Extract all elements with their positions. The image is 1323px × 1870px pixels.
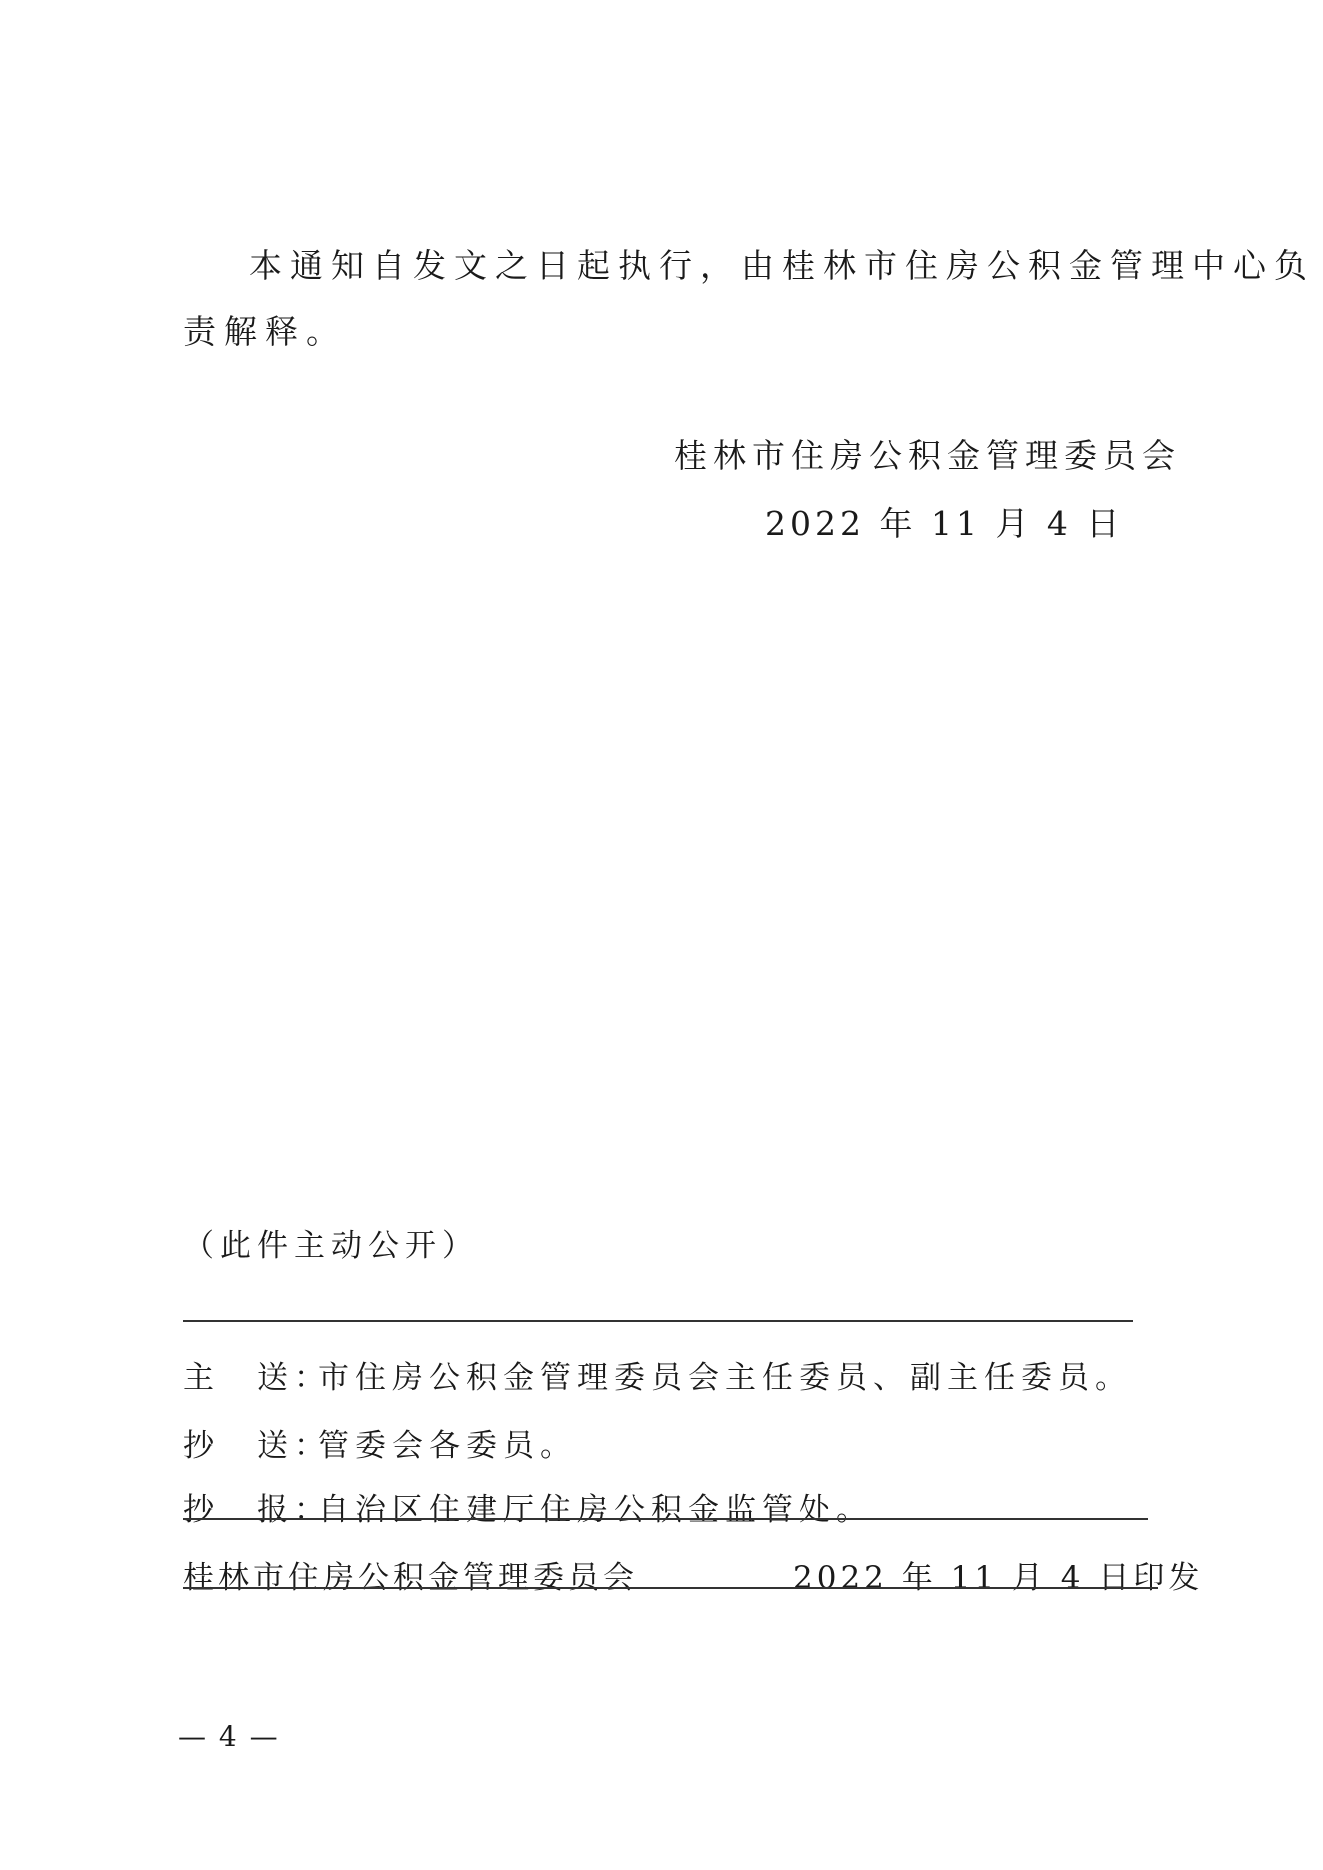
paragraph-line: 责解释。 [183, 312, 347, 351]
main-send-label: 主 送： [183, 1360, 331, 1396]
copy-send-label: 抄 送： [183, 1428, 331, 1464]
issuing-organization: 桂林市住房公积金管理委员会 [183, 1560, 638, 1596]
copy-report-label: 抄 报： [183, 1492, 331, 1528]
signature-organization: 桂林市住房公积金管理委员会 [674, 436, 1181, 475]
disclosure-note: （此件主动公开） [183, 1228, 479, 1264]
closing-paragraph [183, 233, 1315, 365]
divider-line [183, 1320, 1133, 1322]
copy-report-recipients: 自治区住建厅住房公积金监管处。 [318, 1492, 873, 1528]
main-send-row [183, 1352, 1132, 1397]
copy-send-recipients: 管委会各委员。 [318, 1428, 577, 1464]
signature-date: 2022 年 11 月 4 日 [765, 504, 1124, 543]
copy-send-row [183, 1420, 577, 1465]
divider-line [183, 1518, 1148, 1520]
copy-report-row [183, 1484, 873, 1529]
paragraph-line: 本通知自发文之日起执行，由桂林市住房公积金管理中心负 [249, 246, 1315, 285]
divider-line [183, 1587, 1158, 1589]
main-send-recipients: 市住房公积金管理委员会主任委员、副主任委员。 [318, 1360, 1132, 1396]
page-number: — 4 — [178, 1720, 280, 1753]
issuance-date: 2022 年 11 月 4 日印发 [793, 1560, 1204, 1596]
